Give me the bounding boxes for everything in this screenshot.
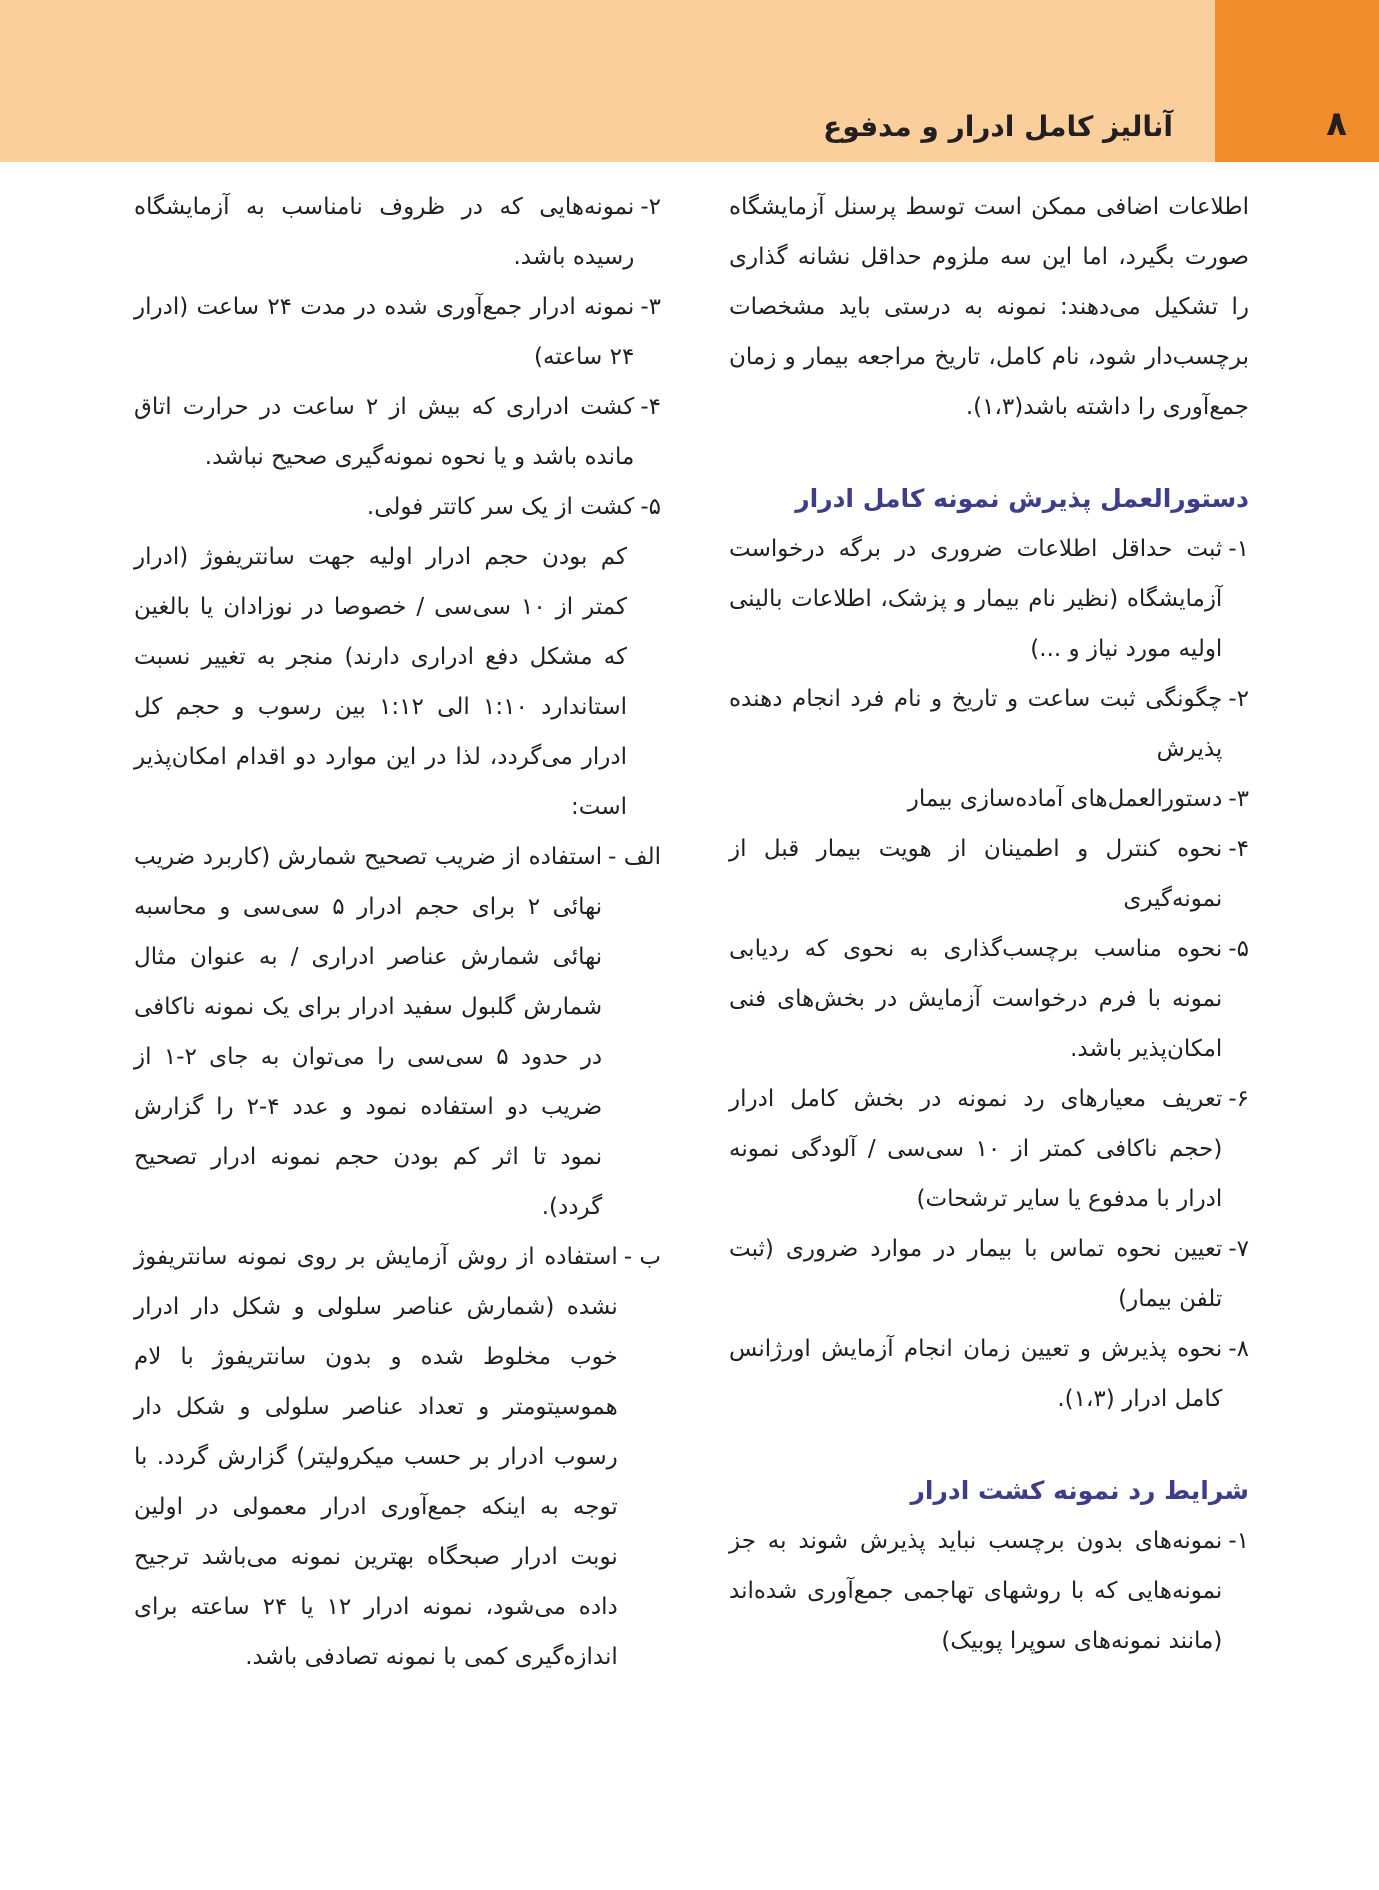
list-item (134, 182, 661, 282)
list-item-text: نحوه کنترل و اطمینان از هویت بیمار قبل از نمونه‌گیری (729, 836, 1223, 912)
list-item-number: ۲- (640, 194, 661, 220)
list-item-text: کشت از یک سر کاتتر فولی. (366, 494, 635, 520)
list-item (729, 674, 1249, 774)
option-label: الف - (608, 844, 661, 870)
list-item-text: نمونه‌های بدون برچسب نباید پذیرش شوند به جز نمونه‌هایی که با روشهای تهاجمی جمع‌آوری شده‌اند (مانند نمونه‌های سوپرا پوبیک) (729, 1528, 1223, 1654)
section-heading-rejection: شرایط رد نمونه کشت ادرار (910, 1476, 1249, 1505)
list-item-number: ۱- (1228, 536, 1249, 562)
list-item-number: ۳- (1228, 786, 1249, 812)
option-label: ب - (623, 1244, 661, 1270)
option-text: استفاده از ضریب تصحیح شمارش (کاربرد ضریب نهائی ۲ برای حجم ادرار ۵ سی‌سی و محاسبه نهائی شمارش عناصر ادراری / به عنوان مثال شمارش گلبول سفید ادرار برای یک نمونه ناکافی در حدود ۵ سی‌سی را می‌توان به جای ۲-۱ از ضریب دو استفاده نمود و عدد ۴-۲ را گزارش نمود تا اثر کم بودن حجم نمونه ادرار تصحیح گردد). (134, 844, 603, 1220)
list-item (729, 824, 1249, 924)
list-item (729, 1516, 1249, 1666)
list-item-text: کشت ادراری که بیش از ۲ ساعت در حرارت اتاق مانده باشد و یا نحوه نمونه‌گیری صحیح نباشد. (134, 394, 635, 470)
option-text: استفاده از روش آزمایش بر روی نمونه سانتریفوژ نشده (شمارش عناصر سلولی و شکل دار ادرار خوب مخلوط شده و بدون سانتریفوژ با لام هموسیتومتر و تعداد عناصر سلولی و شکل دار رسوب ادرار بر حسب میکرولیتر) گزارش گردد. با توجه به اینکه جمع‌آوری ادرار معمولی در اولین نوبت ادرار صبحگاه بهترین نمونه می‌باشد ترجیح داده می‌شود، نمونه ادرار ۱۲ یا ۲۴ ساعته برای اندازه‌گیری کمی با نمونه تصادفی باشد. (134, 1244, 618, 1670)
list-item-text: تعیین نحوه تماس با بیمار در موارد ضروری (ثبت تلفن بیمار) (729, 1236, 1223, 1312)
list-item-number: ۴- (1228, 836, 1249, 862)
list-item-text: نحوه مناسب برچسب‌گذاری به نحوی که ردیابی نمونه با فرم درخواست آزمایش در بخش‌های فنی امکان‌پذیر باشد. (729, 936, 1223, 1062)
list-item-number: ۵- (640, 494, 661, 520)
list-item (134, 382, 661, 482)
option-item (134, 1232, 661, 1682)
page-number: ۸ (1326, 104, 1347, 144)
list-item-number: ۴- (640, 394, 661, 420)
body-paragraph: کم بودن حجم ادرار اولیه جهت سانتریفوژ (ادرار کمتر از ۱۰ سی‌سی / خصوصا در نوزادان یا بالغین که مشکل دفع ادراری دارند) منجر به تغییر نسبت استاندارد ۱:۱۰ الی ۱:۱۲ بین رسوب و حجم کل ادرار می‌گردد، لذا در این موارد دو اقدام امکان‌پذیر است: (134, 544, 628, 820)
list-item-number: ۷- (1228, 1236, 1249, 1262)
list-item-number: ۳- (640, 294, 661, 320)
running-title: آنالیز کامل ادرار و مدفوع (823, 110, 1173, 143)
intro-paragraph: اطلاعات اضافی ممکن است توسط پرسنل آزمایشگاه صورت بگیرد، اما این سه ملزوم حداقل نشانه گذاری را تشکیل می‌دهند: نمونه به درستی باید مشخصات برچسب‌دار شود، نام کامل، تاریخ مراجعه بیمار و زمان جمع‌آوری را داشته باشد(۱،۳). (729, 194, 1249, 420)
list-item-number: ۱- (1228, 1528, 1249, 1554)
list-item-number: ۵- (1228, 936, 1249, 962)
list-item-number: ۶- (1228, 1086, 1249, 1112)
list-item (729, 1324, 1249, 1424)
list-item-text: نحوه پذیرش و تعیین زمان انجام آزمایش اورژانس کامل ادرار (۱،۳). (729, 1336, 1223, 1412)
list-item-text: دستورالعمل‌های آماده‌سازی بیمار (907, 786, 1223, 812)
section-heading-reception: دستورالعمل پذیرش نمونه کامل ادرار (795, 484, 1249, 513)
list-item (134, 282, 661, 382)
list-item (729, 1224, 1249, 1324)
list-item-text: نمونه‌هایی که در ظروف نامناسب به آزمایشگاه رسیده باشد. (134, 194, 635, 270)
list-item (729, 924, 1249, 1074)
list-item-text: نمونه ادرار جمع‌آوری شده در مدت ۲۴ ساعت (ادرار ۲۴ ساعته) (134, 294, 635, 370)
list-item-text: تعریف معیارهای رد نمونه در بخش کامل ادرار (حجم ناکافی کمتر از ۱۰ سی‌سی / آلودگی نمونه ادرار با مدفوع یا سایر ترشحات) (729, 1086, 1223, 1212)
list-item (729, 774, 1249, 824)
list-item (134, 482, 661, 532)
list-item-number: ۲- (1228, 686, 1249, 712)
page-header-tab (1215, 0, 1379, 162)
list-item-number: ۸- (1228, 1336, 1249, 1362)
list-item-text: چگونگی ثبت ساعت و تاریخ و نام فرد انجام دهنده پذیرش (729, 686, 1223, 762)
list-item (729, 1074, 1249, 1224)
option-item (134, 832, 661, 1232)
list-item (729, 524, 1249, 674)
list-item-text: ثبت حداقل اطلاعات ضروری در برگه درخواست آزمایشگاه (نظیر نام بیمار و پزشک، اطلاعات بالینی اولیه مورد نیاز و ...) (729, 536, 1223, 662)
right-column (729, 182, 1249, 1666)
left-column (134, 182, 661, 1682)
